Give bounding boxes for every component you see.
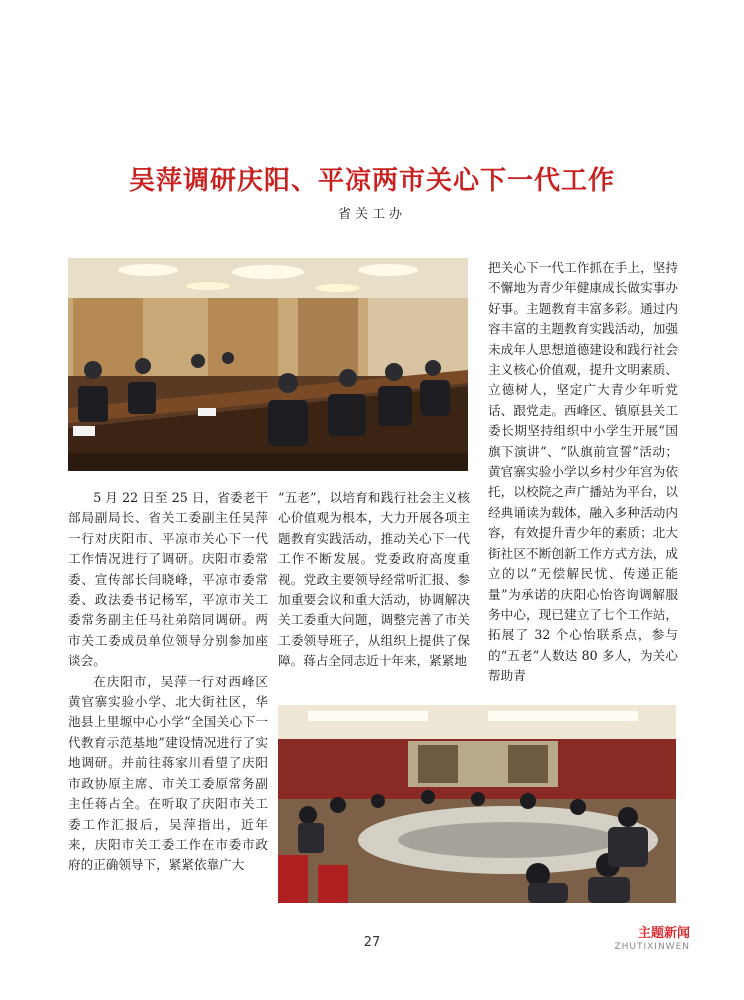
section-brand [614,922,690,952]
paragraph: 5 月 22 日至 25 日，省委老干部局副局长、省关工委副主任吴萍一行对庆阳市、平凉市关心下一代工作情况进行了调研。庆阳市委常委、宣传部长闫晓峰，平凉市委常委、政法委书记杨军，平凉市关工委常务副主任马社弟陪同调研。两市关工委成员单位领导分别参加座谈会。 [68,490,268,669]
paragraph: 把关心下一代工作抓在手上，坚持不懈地为青少年健康成长做实事办好事。主题教育丰富多彩。通过内容丰富的主题教育实践活动，加强未成年人思想道德建设和践行社会主义核心价值观，提升文明素质、立德树人，坚定广大青少年听党话、跟党走。西峰区、镇原县关工委长期坚持组织中小学生开展“国旗下演讲”、“队旗前宣誓”活动；黄官寨实验小学以乡村少年宫为依托，以校院之声广播站为平台，以经典诵读为载体，融入多种活动内容，有效提升青少年的素质；北大街社区不断创新工作方式方法，成立的以“无偿解民忧、传递正能量”为承诺的庆阳心怡咨询调解服务中心，现已建立了七个工作站，拓展了 32 个心怡联系点，参与的“五老”人数达 80 多人，为关心帮助青 [488,260,678,684]
section-brand-cn: 主题新闻 [637,926,690,941]
text-column-left [68,488,268,876]
article-author: 省关工办 [337,207,406,222]
meeting-photo-top [68,258,468,471]
article-title: 吴萍调研庆阳、平凉两市关心下一代工作 [128,166,615,196]
paragraph: 在庆阳市，吴萍一行对西峰区黄官寨实验小学、北大街社区，华池县上里塬中心小学“全国关心下一代教育示范基地”建设情况进行了实地调研。并前往蒋家川看望了庆阳市政协原主席、市关工委原常务副主任蒋占全。在听取了庆阳市关工委工作汇报后，吴萍指出，近年来，庆阳市关工委工作在市委市政府的正确领导下，紧紧依靠广大 [68,673,268,873]
section-brand-en: ZHUTIXINWEN [614,942,690,952]
meeting-photo-bottom [278,705,676,903]
page-number: 27 [363,935,381,950]
text-column-right [488,258,678,687]
text-column-middle [278,488,470,672]
paragraph: “五老”，以培育和践行社会主义核心价值观为根本，大力开展各项主题教育实践活动，推动关心下一代工作不断发展。党委政府高度重视。党政主要领导经常听汇报、参加重要会议和重大活动，协调解决关工委重大问题，调整完善了市关工委领导班子，从组织上提供了保障。蒋占全同志近十年来，紧紧地 [278,490,470,669]
